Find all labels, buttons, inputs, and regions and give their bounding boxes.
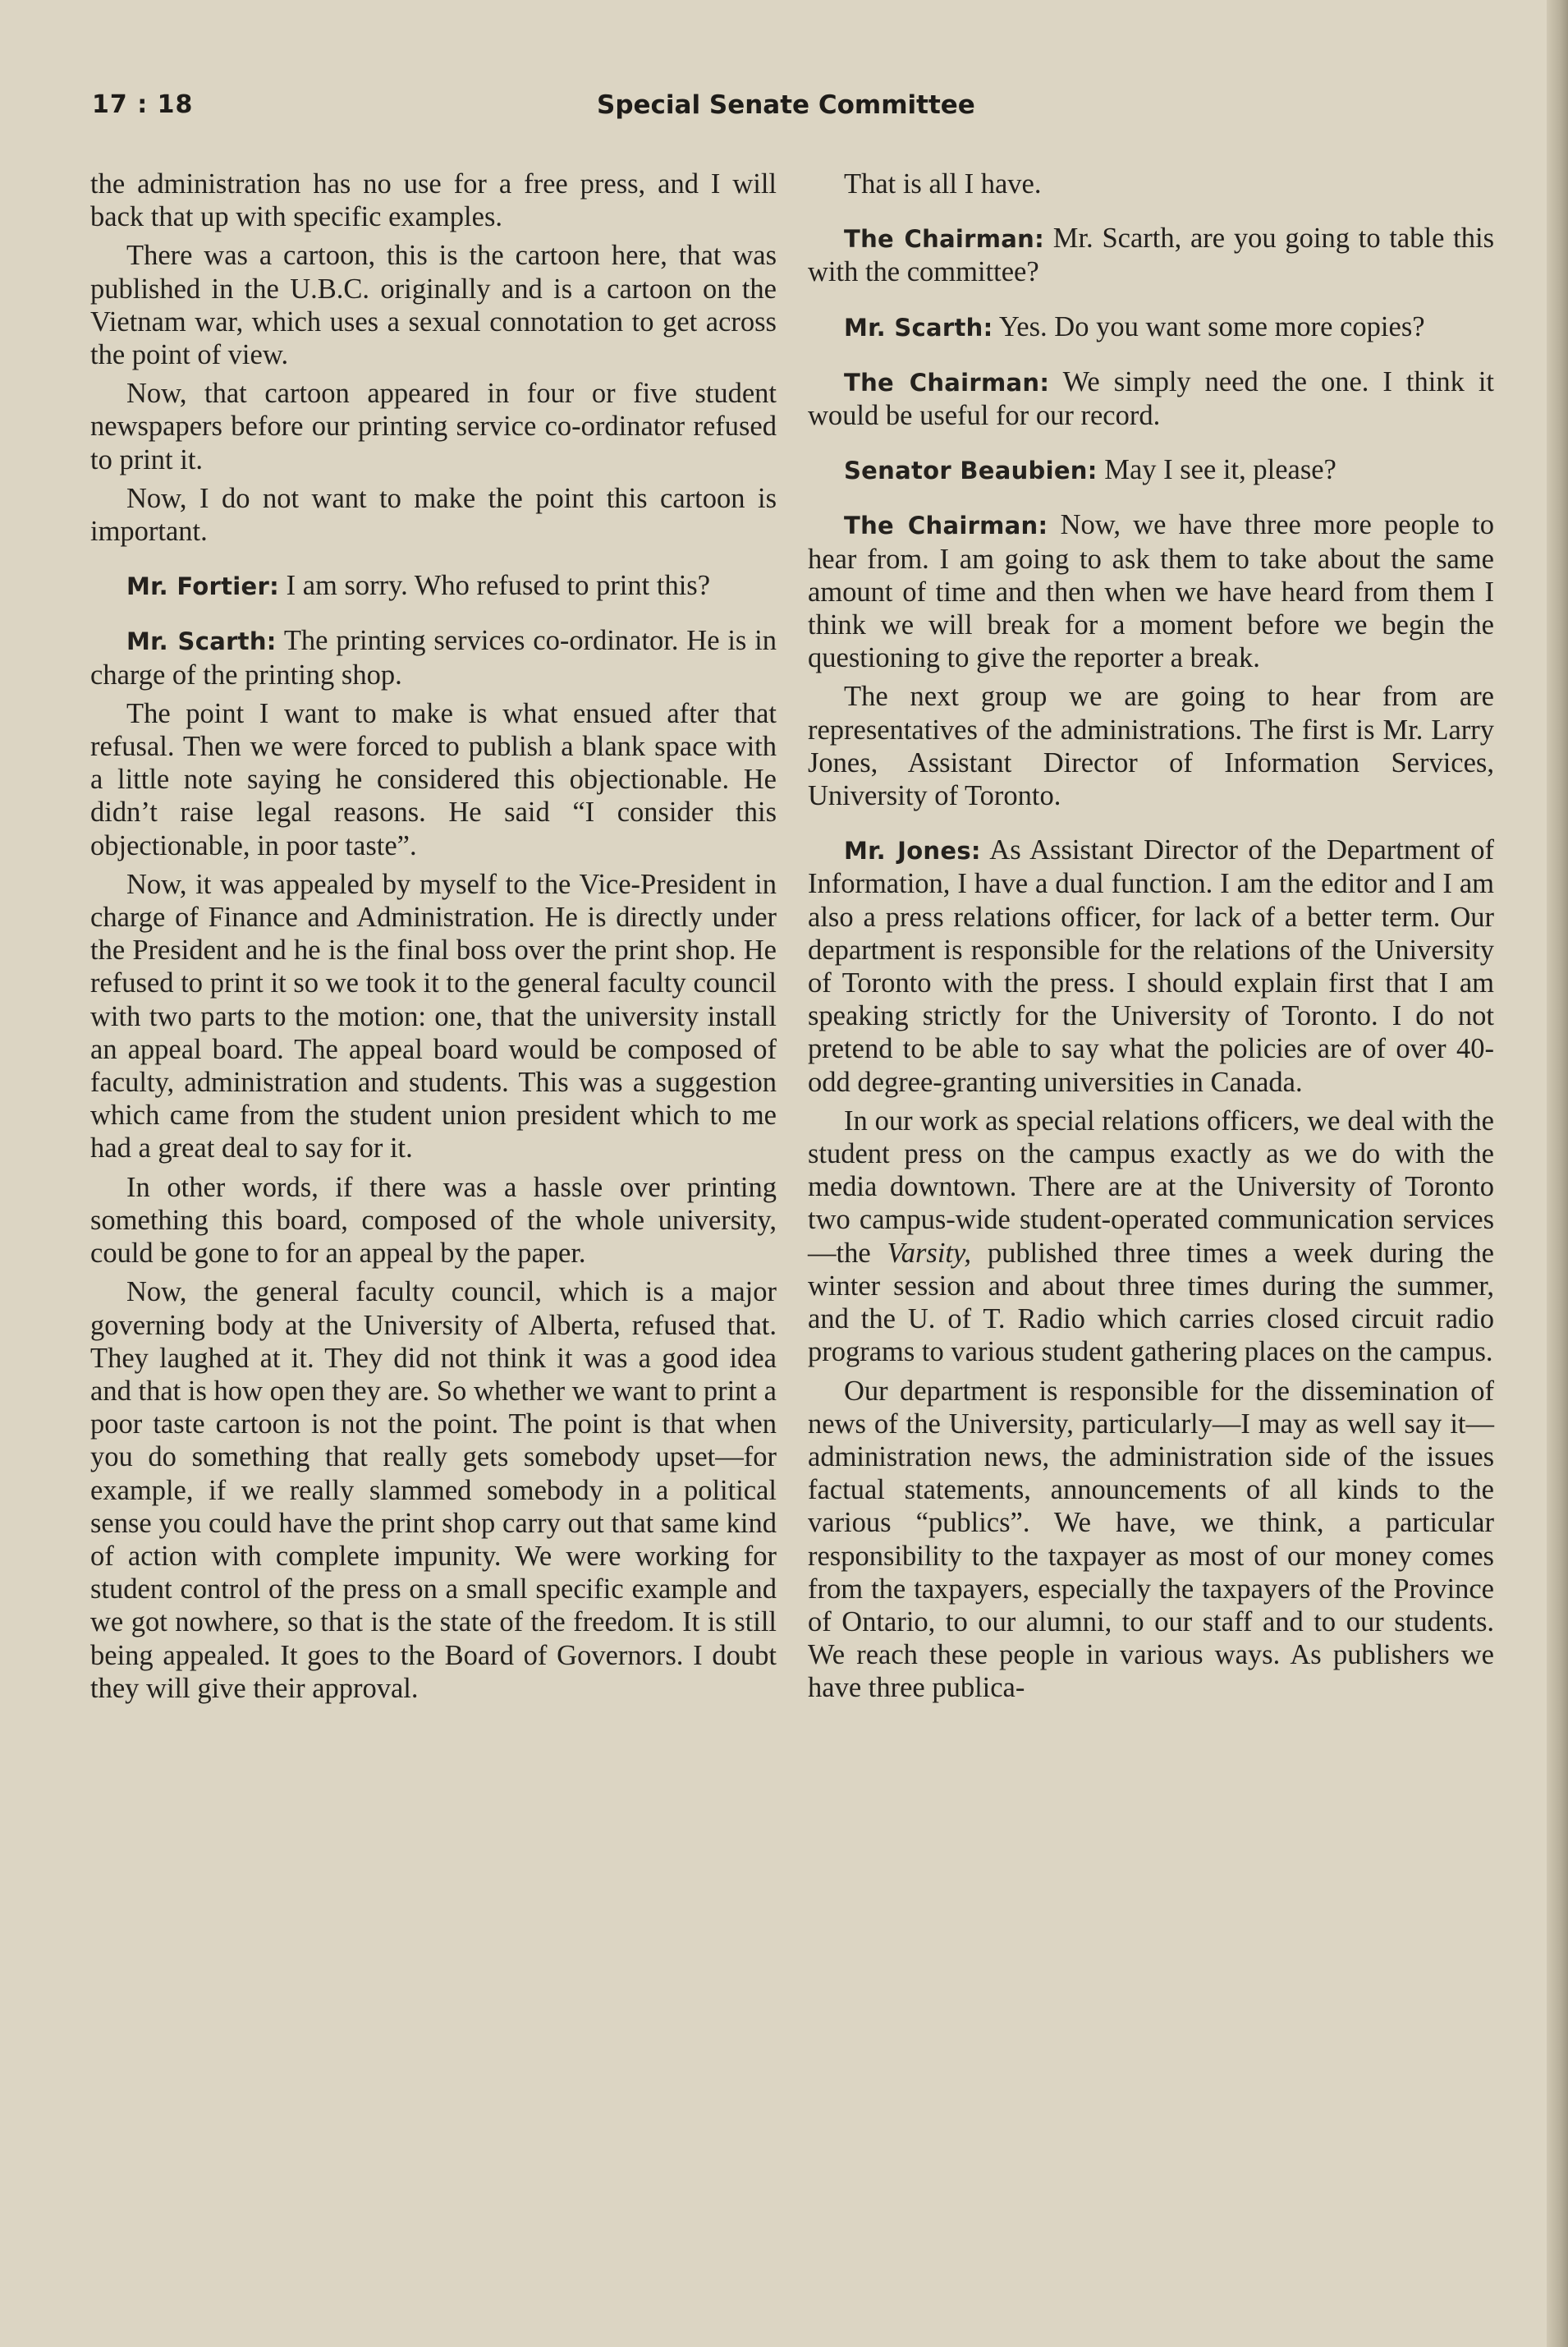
speaker-name: Mr. Scarth:	[844, 313, 993, 342]
paragraph: Now, the general faculty council, which is a major governing body at the University of Alberta, refused that. They laughed at it. They did not think it was a good idea and that is how open they are. So whether we want to print a poor taste cartoon is not the point. The point is that when you do something that really gets somebody upset—for example, if we really slammed somebody in a political sense you could have the print shop carry out that same kind of action with complete impunity. We were working for student control of the press on a small specific example and we got nowhere, so that is the state of the freedom. It is still being appealed. It goes to the Board of Governors. I doubt they will give their approval.	[90, 1276, 777, 1704]
speaker-name: The Chairman:	[844, 368, 1050, 397]
paragraph: That is all I have.	[844, 168, 1042, 200]
paragraph: The point I want to make is what ensued after that refusal. Then we were forced to publish a blank space with a little note saying he considered this objectionable. He didn’t raise legal reasons. He said “I consider this objectionable, in poor taste”.	[90, 697, 777, 861]
paragraph: The next group we are going to hear from are representatives of the administrations. The first is Mr. Larry Jones, Assistant Director of Information Services, University of Toronto.	[808, 681, 1494, 812]
page-number: 17 : 18	[92, 90, 194, 119]
speaker-name: Mr. Scarth:	[126, 627, 277, 656]
speech-text: Mr. Scarth, are you going to table this with the committee?	[808, 223, 1494, 288]
page-binding-edge	[1547, 0, 1568, 2347]
paragraph: Our department is responsible for the dissemination of news of the University, particularly—I may as well say it—administration news, the administration side of the issues factual statements, announcements of all kinds to the various “publics”. We have, we think, a particular responsibility to the taxpayer as most of our money comes from the taxpayers, especially the taxpayers of the Province of Ontario, to our alumni, to our staff and to our students. We reach these people in various ways. As publishers we have three publica-	[808, 1375, 1494, 1704]
paragraph: Now, I do not want to make the point this cartoon is important.	[90, 482, 777, 548]
paragraph: Now, that cartoon appeared in four or five student newspapers before our printing service co-ordinator refused to print it.	[90, 378, 777, 475]
speech-jones	[808, 834, 1494, 1099]
left-column	[90, 168, 777, 1711]
speaker-name: The Chairman:	[844, 512, 1048, 540]
speech-text: Yes. Do you want some more copies?	[993, 310, 1425, 342]
speaker-name: The Chairman:	[844, 225, 1045, 254]
speech-text: I am sorry. Who refused to print this?	[278, 570, 711, 602]
paragraph: Now, it was appealed by myself to the Vice-President in charge of Finance and Administration. He is directly under the President and he is the final boss over the print shop. He refused to print it so we took it to the general faculty council with two parts to the motion: one, that the university install an appeal board. The appeal board would be composed of faculty, administration and students. This was a suggestion which came from the student union president which to me had a great deal to say for it.	[90, 868, 777, 1164]
publication-name: Varsity,	[887, 1237, 972, 1269]
speech-text: The printing services co-ordinator. He is in charge of the printing shop.	[90, 625, 777, 691]
speech-beaubien	[808, 453, 1494, 487]
page-header	[92, 90, 1479, 131]
right-column	[808, 168, 1494, 1711]
speech-text: As Assistant Director of the Department of Information, I have a dual function. I am the editor and I am also a press relations officer, for lack of a better term. Our department is responsible for the relations of the University of Toronto with the press. I should explain first that I am speaking strictly for the University of Toronto. I do not pretend to be able to say what the policies are of over 40-odd degree-granting universities in Canada.	[808, 834, 1494, 1098]
speech-text: May I see it, please?	[1097, 454, 1336, 486]
paragraph: the administration has no use for a free press, and I will back that up with specific examples.	[90, 168, 777, 233]
paragraph-text: In our work as special relations officers, we deal with the student press on the campus exactly as we do with the media downtown. There are at the University of Toronto two campus-wide student-operated communication services—the	[808, 1105, 1494, 1269]
speech-text: We simply need the one. I think it would be useful for our record.	[808, 365, 1494, 432]
speaker-name: Mr. Jones:	[844, 837, 981, 866]
speech-scarth	[808, 310, 1494, 344]
paragraph-text: published three times a week during the winter session and about three times during the summer, and the U. of T. Radio which carries closed circuit radio programs to various student gathering places on the campus.	[808, 1237, 1494, 1368]
speech-text: Now, we have three more people to hear from. I am going to ask them to take about the same amount of time and then when we have heard from them I think we will break for a moment before we begin the questioning to give the reporter a break.	[808, 509, 1494, 674]
speech-chairman	[808, 365, 1494, 432]
paragraph: In other words, if there was a hassle over printing something this board, composed of the whole university, could be gone to for an appeal by the paper.	[90, 1171, 777, 1270]
speech-chairman	[808, 222, 1494, 288]
speech-fortier	[90, 569, 777, 603]
paragraph: There was a cartoon, this is the cartoon here, that was published in the U.B.C. originally and is a cartoon on the Vietnam war, which uses a sexual connotation to get across the point of view.	[90, 240, 777, 371]
speech-chairman	[808, 508, 1494, 674]
running-title: Special Senate Committee	[597, 90, 975, 120]
speech-scarth	[90, 624, 777, 691]
speaker-name: Senator Beaubien:	[844, 457, 1098, 485]
paragraph	[808, 1105, 1494, 1369]
speaker-name: Mr. Fortier:	[126, 572, 279, 601]
